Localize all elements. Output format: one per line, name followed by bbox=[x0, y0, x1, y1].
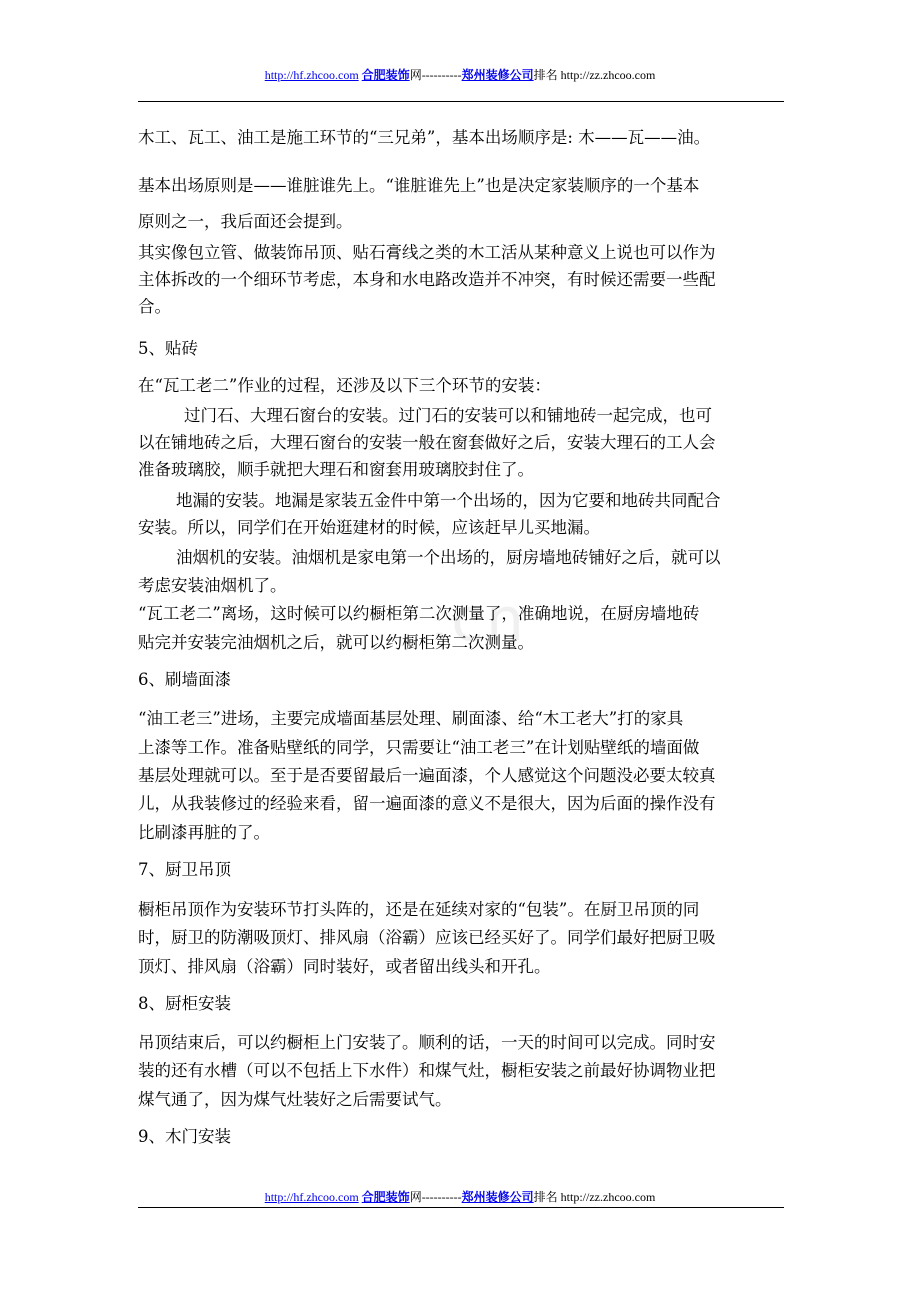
footer-rule bbox=[138, 1207, 784, 1208]
text-line: 其实像包立管、做装饰吊顶、贴石膏线之类的木工活从某种意义上说也可以作为 bbox=[138, 243, 716, 262]
text-line: 准备玻璃胶，顺手就把大理石和窗套用玻璃胶封住了。 bbox=[138, 460, 534, 479]
text-line: 木工、瓦工、油工是施工环节的“三兄弟”，基本出场顺序是: 木——瓦——油。 bbox=[138, 128, 711, 147]
header-site1-link[interactable]: 合肥装饰 bbox=[361, 68, 410, 82]
text-line: 合。 bbox=[138, 297, 171, 316]
text-line: 装的还有水槽（可以不包括上下水件）和煤气灶，橱柜安装之前最好协调物业把 bbox=[138, 1061, 716, 1080]
text-line: 儿，从我装修过的经验来看，留一遍面漆的意义不是很大，因为后面的操作没有 bbox=[138, 794, 716, 813]
text-line: 基层处理就可以。至于是否要留最后一遍面漆，个人感觉这个问题没必要太较真 bbox=[138, 766, 716, 785]
header-mid-text: 网---------- bbox=[409, 68, 462, 82]
section-heading: 8、厨柜安装 bbox=[138, 994, 231, 1013]
text-line: 基本出场原则是——谁脏谁先上。“谁脏谁先上”也是决定家装顺序的一个基本 bbox=[138, 176, 700, 195]
page-footer bbox=[0, 1189, 920, 1205]
footer-site1-link[interactable]: 合肥装饰 bbox=[361, 1190, 410, 1204]
header-tail-text: 排名 http://zz.zhcoo.com bbox=[533, 68, 656, 82]
text-line: 安装。所以，同学们在开始逛建材的时候，应该赶早儿买地漏。 bbox=[138, 518, 600, 537]
section-heading: 9、木门安装 bbox=[138, 1127, 231, 1146]
footer-tail-text: 排名 http://zz.zhcoo.com bbox=[533, 1190, 656, 1204]
footer-mid-text: 网---------- bbox=[409, 1190, 462, 1204]
header-url-link[interactable]: http://hf.zhcoo.com bbox=[264, 68, 359, 82]
text-line: 过门石、大理石窗台的安装。过门石的安装可以和铺地砖一起完成，也可 bbox=[184, 406, 712, 425]
text-line: 贴完并安装完油烟机之后，就可以约橱柜第二次测量。 bbox=[138, 633, 534, 652]
text-line: “瓦工老二”离场，这时候可以约橱柜第二次测量了，准确地说，在厨房墙地砖 bbox=[138, 604, 700, 623]
text-line: 考虑安装油烟机了。 bbox=[138, 576, 287, 595]
section-heading: 5、贴砖 bbox=[138, 339, 198, 358]
footer-site2-link[interactable]: 郑州装修公司 bbox=[461, 1190, 534, 1204]
footer-url-link[interactable]: http://hf.zhcoo.com bbox=[264, 1190, 359, 1204]
text-line: 时，厨卫的防潮吸顶灯、排风扇（浴霸）应该已经买好了。同学们最好把厨卫吸 bbox=[138, 928, 716, 947]
text-line: “油工老三”进场，主要完成墙面基层处理、刷面漆、给“木工老大”打的家具 bbox=[138, 709, 684, 728]
text-line: 主体拆改的一个细环节考虑，本身和水电路改造并不冲突，有时候还需要一些配 bbox=[138, 270, 716, 289]
text-line: 地漏的安装。地漏是家装五金件中第一个出场的，因为它要和地砖共同配合 bbox=[176, 491, 721, 510]
text-line: 在“瓦工老二”作业的过程，还涉及以下三个环节的安装： bbox=[138, 376, 551, 395]
text-line: 原则之一，我后面还会提到。 bbox=[138, 212, 353, 231]
header-site2-link[interactable]: 郑州装修公司 bbox=[461, 68, 534, 82]
text-line: 以在铺地砖之后，大理石窗台的安装一般在窗套做好之后，安装大理石的工人会 bbox=[138, 433, 716, 452]
text-line: 顶灯、排风扇（浴霸）同时装好，或者留出线头和开孔。 bbox=[138, 957, 551, 976]
text-line: 比刷漆再脏的了。 bbox=[138, 823, 270, 842]
section-heading: 6、刷墙面漆 bbox=[138, 670, 231, 689]
text-line: 油烟机的安装。油烟机是家电第一个出场的，厨房墙地砖铺好之后，就可以 bbox=[176, 548, 721, 567]
page-header bbox=[0, 67, 920, 83]
header-rule bbox=[138, 101, 784, 102]
text-line: 吊顶结束后，可以约橱柜上门安装了。顺利的话，一天的时间可以完成。同时安 bbox=[138, 1033, 716, 1052]
section-heading: 7、厨卫吊顶 bbox=[138, 860, 231, 879]
text-line: 上漆等工作。准备贴壁纸的同学，只需要让“油工老三”在计划贴壁纸的墙面做 bbox=[138, 738, 700, 757]
watermark: .cn bbox=[430, 585, 527, 655]
text-line: 煤气通了，因为煤气灶装好之后需要试气。 bbox=[138, 1090, 452, 1109]
text-line: 橱柜吊顶作为安装环节打头阵的，还是在延续对家的“包装”。在厨卫吊顶的同 bbox=[138, 900, 700, 919]
